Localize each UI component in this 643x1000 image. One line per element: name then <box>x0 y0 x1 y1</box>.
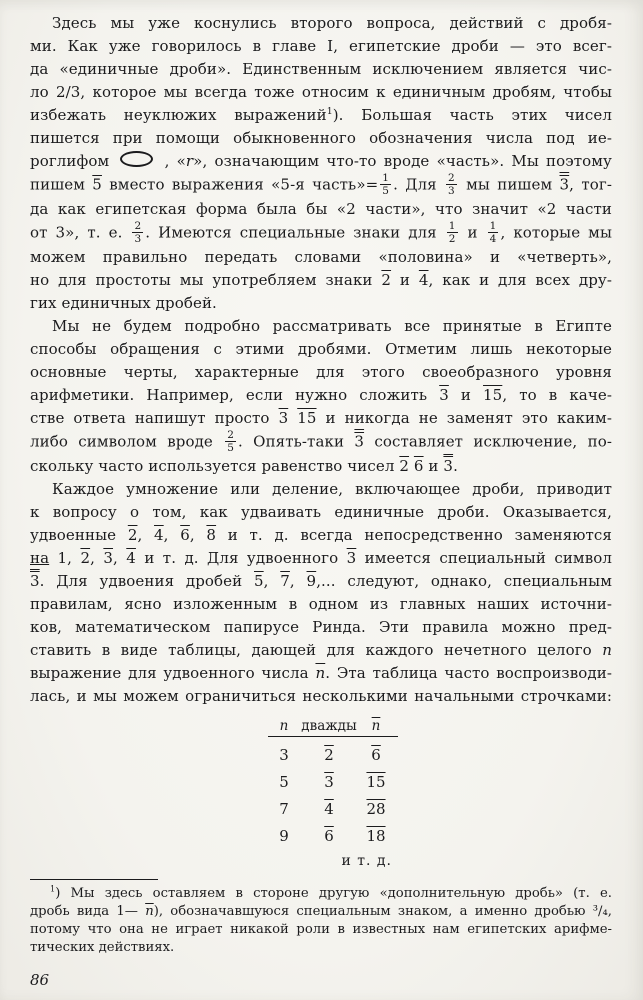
table-row <box>268 746 398 764</box>
table-cell <box>358 800 394 818</box>
notation-span: 4 <box>126 549 136 568</box>
table-row <box>268 827 398 845</box>
text-line: к вопросу о том, как удваивать единичные дроби. Оказывается, <box>30 503 612 522</box>
text-line: $^1$) Мы здесь оставляем в стороне другую «дополнительную дробь» (т. е. <box>50 883 612 902</box>
table-etc-label: и т. д. <box>341 853 392 870</box>
notation-span: 15 <box>297 409 317 428</box>
page-number: 86 <box>30 971 50 990</box>
paragraph <box>30 478 612 708</box>
table-cell <box>358 746 394 764</box>
stacked-fraction: $\frac{2}{3}$ <box>134 220 142 246</box>
notation-span: 2 <box>80 549 91 568</box>
paragraph <box>30 315 612 478</box>
text-line: пишется при помощи обыкновенного обозначения числа под ие- <box>30 129 612 147</box>
footnote <box>30 885 612 957</box>
notation-span: 18 <box>366 827 386 846</box>
notation-span: 15 <box>366 773 386 792</box>
notation-span: 5 <box>254 572 264 591</box>
text-line: тических действиях. <box>30 940 175 956</box>
table-cell <box>358 773 394 791</box>
notation-span: 8 <box>206 526 217 545</box>
notation-span: n <box>602 641 612 660</box>
table-cell: 7 <box>279 800 289 819</box>
table-header-row <box>268 718 398 737</box>
table-header-cell <box>358 718 394 734</box>
table-cell <box>300 746 358 764</box>
notation-span: 15 <box>483 386 503 405</box>
mouth-hieroglyph-icon <box>120 151 153 167</box>
paragraph <box>30 12 612 315</box>
text-line: удвоенные 2, 4, 6, 8 и т. д. всегда непосредственно заменяются <box>30 526 612 545</box>
notation-span: 5 <box>92 175 102 194</box>
notation-span: 3 <box>346 549 357 568</box>
notation-span: 3 <box>30 572 40 591</box>
notation-span: 2 <box>399 457 410 476</box>
notation-span: 2 <box>127 526 138 545</box>
text-line: лась, и мы можем ограничиться несколькими начальными строчками: <box>30 687 612 706</box>
text-line: пишем 5 вместо выражения «5-я часть»= $\frac{1}{5}$ . Для $\frac{2}{3}$ мы пишем 3, тог- <box>30 172 612 198</box>
text-line: роглифом , «r», означающим что-то вроде «часть». Мы поэтому <box>30 152 612 170</box>
notation-span: 3 <box>103 549 114 568</box>
notation-span: 4 <box>154 526 164 545</box>
notation-span: 28 <box>366 800 386 819</box>
notation-span: на <box>30 549 50 568</box>
notation-span: 3 <box>278 409 289 428</box>
table-cell <box>300 773 358 791</box>
notation-span: 3 <box>559 175 570 194</box>
notation-span: r <box>185 152 194 170</box>
text-line: да «единичные дроби». Единственным исключением является чис- <box>30 60 612 78</box>
text-line: ми. Как уже говорилось в главе I, египетские дроби — это всег- <box>30 37 612 55</box>
notation-span: $\overline{n}$ <box>315 664 326 683</box>
table-cell <box>358 827 394 845</box>
text-line: выражение для удвоенного числа $\overline{n}$. Эта таблица часто воспроизводи- <box>30 664 612 683</box>
notation-span: 6 <box>371 746 381 765</box>
text-line: скольку часто используется равенство чисел 2 6 и 3. <box>30 457 458 476</box>
text-line: потому что она не играет никакой роли в известных нам египетских арифме- <box>30 922 612 938</box>
table-body <box>268 746 398 845</box>
notation-span: 7 <box>280 572 290 591</box>
footnote-marker: 1 <box>50 883 56 894</box>
table-row <box>268 800 398 818</box>
text-line: правилам, ясно изложенным в одном из главных наших источни- <box>30 595 612 614</box>
text-line: арифметики. Например, если нужно сложить 3 и 15, то в каче- <box>30 386 613 405</box>
text-line: ло 2/3, которое мы всегда тоже относим к единичным дробям, чтобы <box>30 83 612 101</box>
table-cell <box>300 827 358 845</box>
text-line: гих единичных дробей. <box>30 294 217 313</box>
notation-span: 4 <box>418 271 429 290</box>
text-line: Мы не будем подробно рассматривать все принятые в Египте <box>52 317 612 336</box>
table-cell: 5 <box>279 773 289 792</box>
table-header-cell: дважды <box>301 718 357 735</box>
text-line: да как египетская форма была бы «2 части», что значит «2 части <box>30 200 612 219</box>
notation-span: 3 <box>439 386 449 405</box>
text-line: основные черты, характерные для этого своеобразного уровня <box>30 363 612 382</box>
text-line: но для простоты мы употребляем знаки 2 и 4, как и для всех дру- <box>30 271 612 290</box>
stacked-fraction: $\frac{1}{2}$ <box>448 220 456 246</box>
footnote-marker: 1 <box>326 106 333 117</box>
table-row <box>268 773 398 791</box>
text-line: Каждое умножение или деление, включающее дроби, приводит <box>52 480 612 499</box>
text-line: ставить в виде таблицы, дающей для каждого нечетного целого n <box>30 641 612 660</box>
table-cell: 3 <box>279 746 289 765</box>
notation-span: 2 <box>324 746 334 765</box>
text-line: от 3», т. е. $\frac{2}{3}$ . Имеются специальные знаки для $\frac{1}{2}$ и $\frac{1}{4}$ , которые мы <box>30 220 612 246</box>
notation-span: 6 <box>324 827 334 846</box>
notation-span: 3 <box>324 773 334 792</box>
text-line: либо символом вроде $\frac{2}{5}$ . Опять-таки 3 составляет исключение, по- <box>30 429 612 455</box>
notation-span: 6 <box>413 457 424 476</box>
notation-span: 3 <box>354 432 365 451</box>
table-header-cell <box>268 718 300 734</box>
text-line: ков, математическом папирусе Ринда. Эти правила можно пред- <box>30 618 612 637</box>
stacked-fraction: $\frac{2}{5}$ <box>227 429 234 455</box>
footnote-separator <box>30 879 158 880</box>
text-line: дробь вида 1— $\overline{n}$), обозначавшуюся специальным знаком, а именно дробью ³/₄, <box>30 904 612 920</box>
table-cell: 9 <box>279 827 289 846</box>
notation-span: 6 <box>180 526 190 545</box>
text-line: Здесь мы уже коснулись второго вопроса, действий с дробя- <box>52 14 612 32</box>
stacked-fraction: $\frac{2}{3}$ <box>448 172 455 198</box>
stacked-fraction: $\frac{1}{4}$ <box>489 220 497 246</box>
notation-span: 4 <box>324 800 334 819</box>
text-line: 3. Для удвоения дробей 5, 7, 9,... следуют, однако, специальным <box>30 572 612 591</box>
notation-span: $\overline{n}$ <box>371 718 381 735</box>
notation-span: 2 <box>381 271 392 290</box>
notation-span: 9 <box>306 572 317 591</box>
doubling-table <box>268 718 398 869</box>
stacked-fraction: $\frac{1}{5}$ <box>382 172 390 198</box>
body-text <box>30 12 612 708</box>
text-line: можем правильно передать словами «половина» и «четверть», <box>30 248 612 267</box>
notation-span: $\overline{n}$ <box>145 904 154 920</box>
text-line: на 1, 2, 3, 4 и т. д. Для удвоенного 3 имеется специальный символ <box>30 549 612 568</box>
text-line: избежать неуклюжих выражений$^1$). Большая часть этих чисел <box>30 106 612 124</box>
notation-span: n <box>279 718 289 735</box>
text-line: способы обращения с этими дробями. Отметим лишь некоторые <box>30 340 612 359</box>
notation-span: 3 <box>443 457 454 476</box>
text-line: стве ответа напишут просто 3 15 и никогда не заменят это каким- <box>30 409 612 428</box>
table-cell <box>300 800 358 818</box>
